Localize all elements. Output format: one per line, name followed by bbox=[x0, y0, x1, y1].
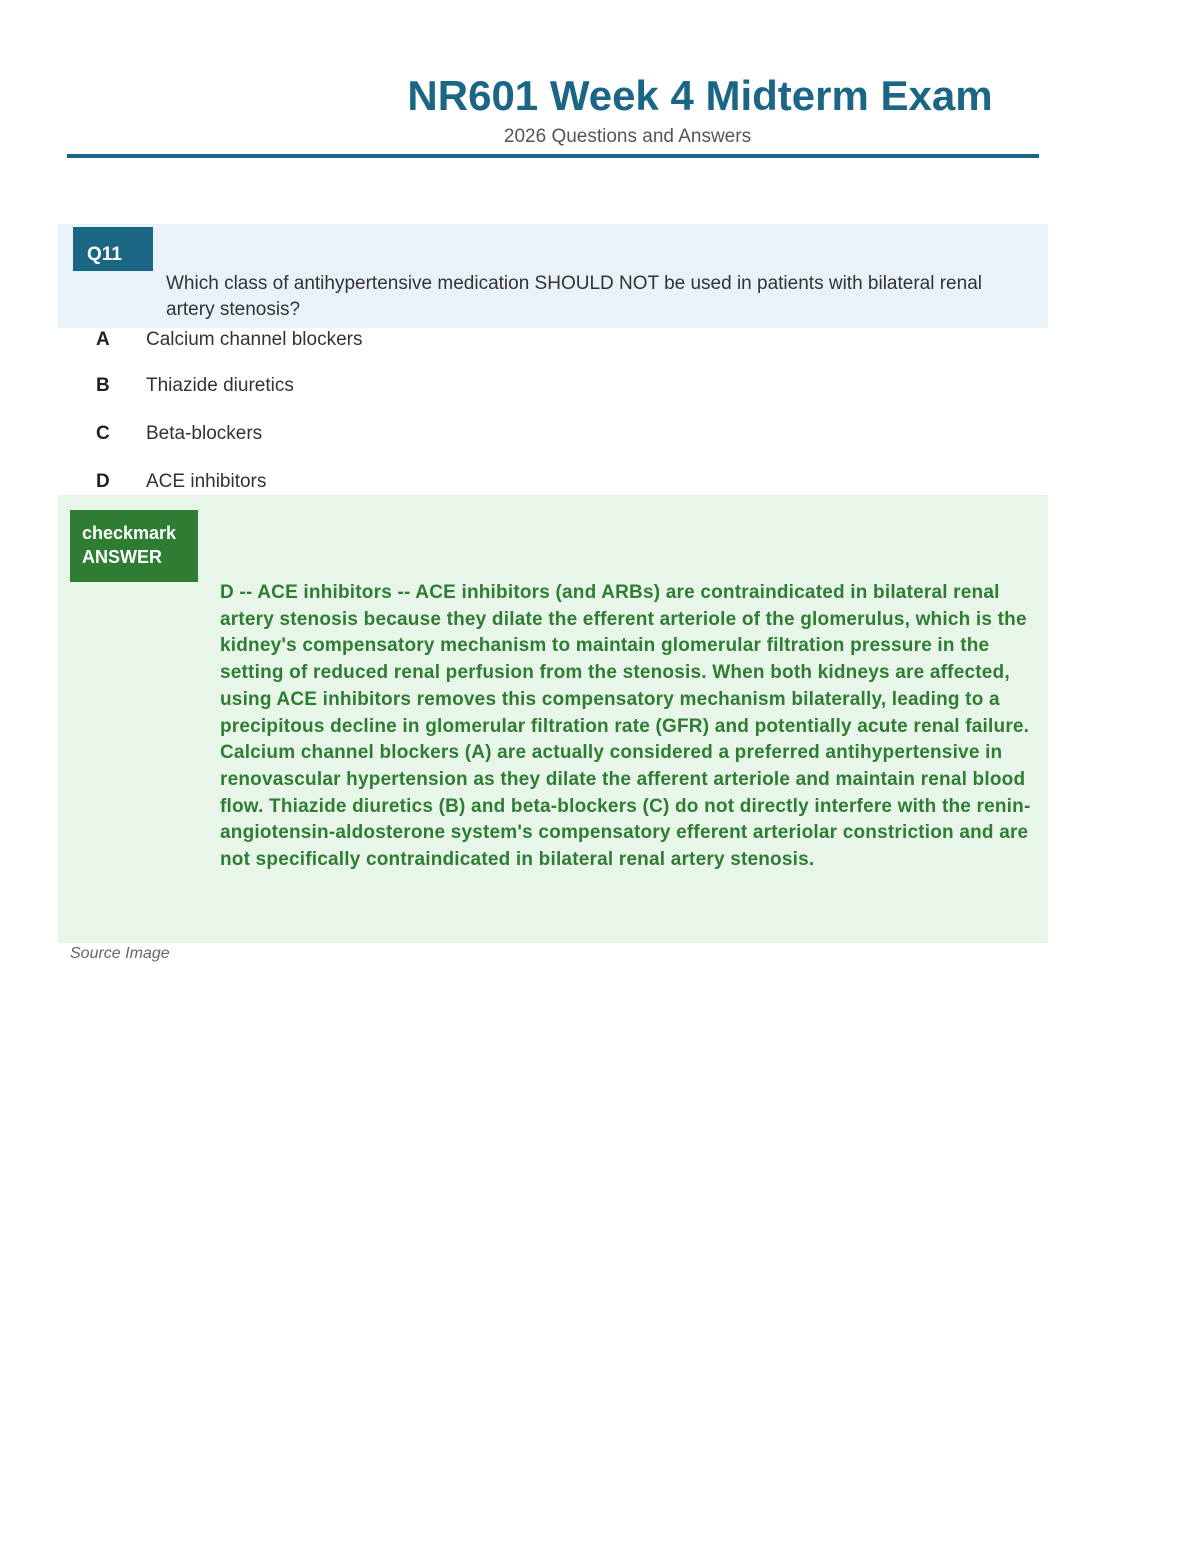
answer-badge-checkmark-label: checkmark bbox=[82, 523, 177, 543]
answer-option-a bbox=[96, 326, 996, 354]
question-text: Which class of antihypertensive medication SHOULD NOT be used in patients with bilateral renal artery stenosis? bbox=[166, 273, 982, 320]
exam-title: NR601 Week 4 Midterm Exam bbox=[407, 72, 993, 119]
option-letter: B bbox=[96, 375, 110, 396]
answer-badge bbox=[70, 510, 198, 582]
option-letter: C bbox=[96, 423, 110, 444]
option-text: Beta-blockers bbox=[146, 423, 263, 444]
answer-option-b bbox=[96, 372, 996, 400]
option-text: ACE inhibitors bbox=[146, 471, 267, 492]
exam-subtitle: 2026 Questions and Answers bbox=[503, 126, 752, 147]
answer-option-d bbox=[96, 468, 996, 496]
option-letter: A bbox=[96, 329, 110, 350]
answer-badge-label: ANSWER bbox=[82, 547, 162, 567]
option-text: Thiazide diuretics bbox=[146, 375, 294, 396]
title-divider bbox=[67, 154, 1039, 158]
option-letter: D bbox=[96, 471, 110, 492]
source-image-note: Source Image bbox=[70, 945, 170, 962]
option-text: Calcium channel blockers bbox=[146, 329, 363, 350]
question-number-badge: Q11 bbox=[73, 227, 153, 271]
answer-option-c bbox=[96, 420, 996, 448]
answer-explanation: D -- ACE inhibitors -- ACE inhibitors (and ARBs) are contraindicated in bilateral renal artery stenosis because they dilate the efferent arteriole of the glomerulus, which is the kidney's compensatory mechanism to maintain glomerular filtration pressure in the setting of reduced renal perfusion from the stenosis. When both kidneys are affected, using ACE inhibitors removes this compensatory mechanism bilaterally, leading to a precipitous decline in glomerular filtration rate (GFR) and potentially acute renal failure. Calcium channel blockers (A) are actually considered a preferred antihypertensive in renovascular hypertension as they dilate the afferent arteriole and maintain renal blood flow. Thiazide diuretics (B) and beta-blockers (C) do not directly interfere with the renin-angiotensin-aldosterone system's compensatory efferent arteriolar constriction and are not specifically contraindicated in bilateral renal artery stenosis. bbox=[220, 582, 1031, 871]
